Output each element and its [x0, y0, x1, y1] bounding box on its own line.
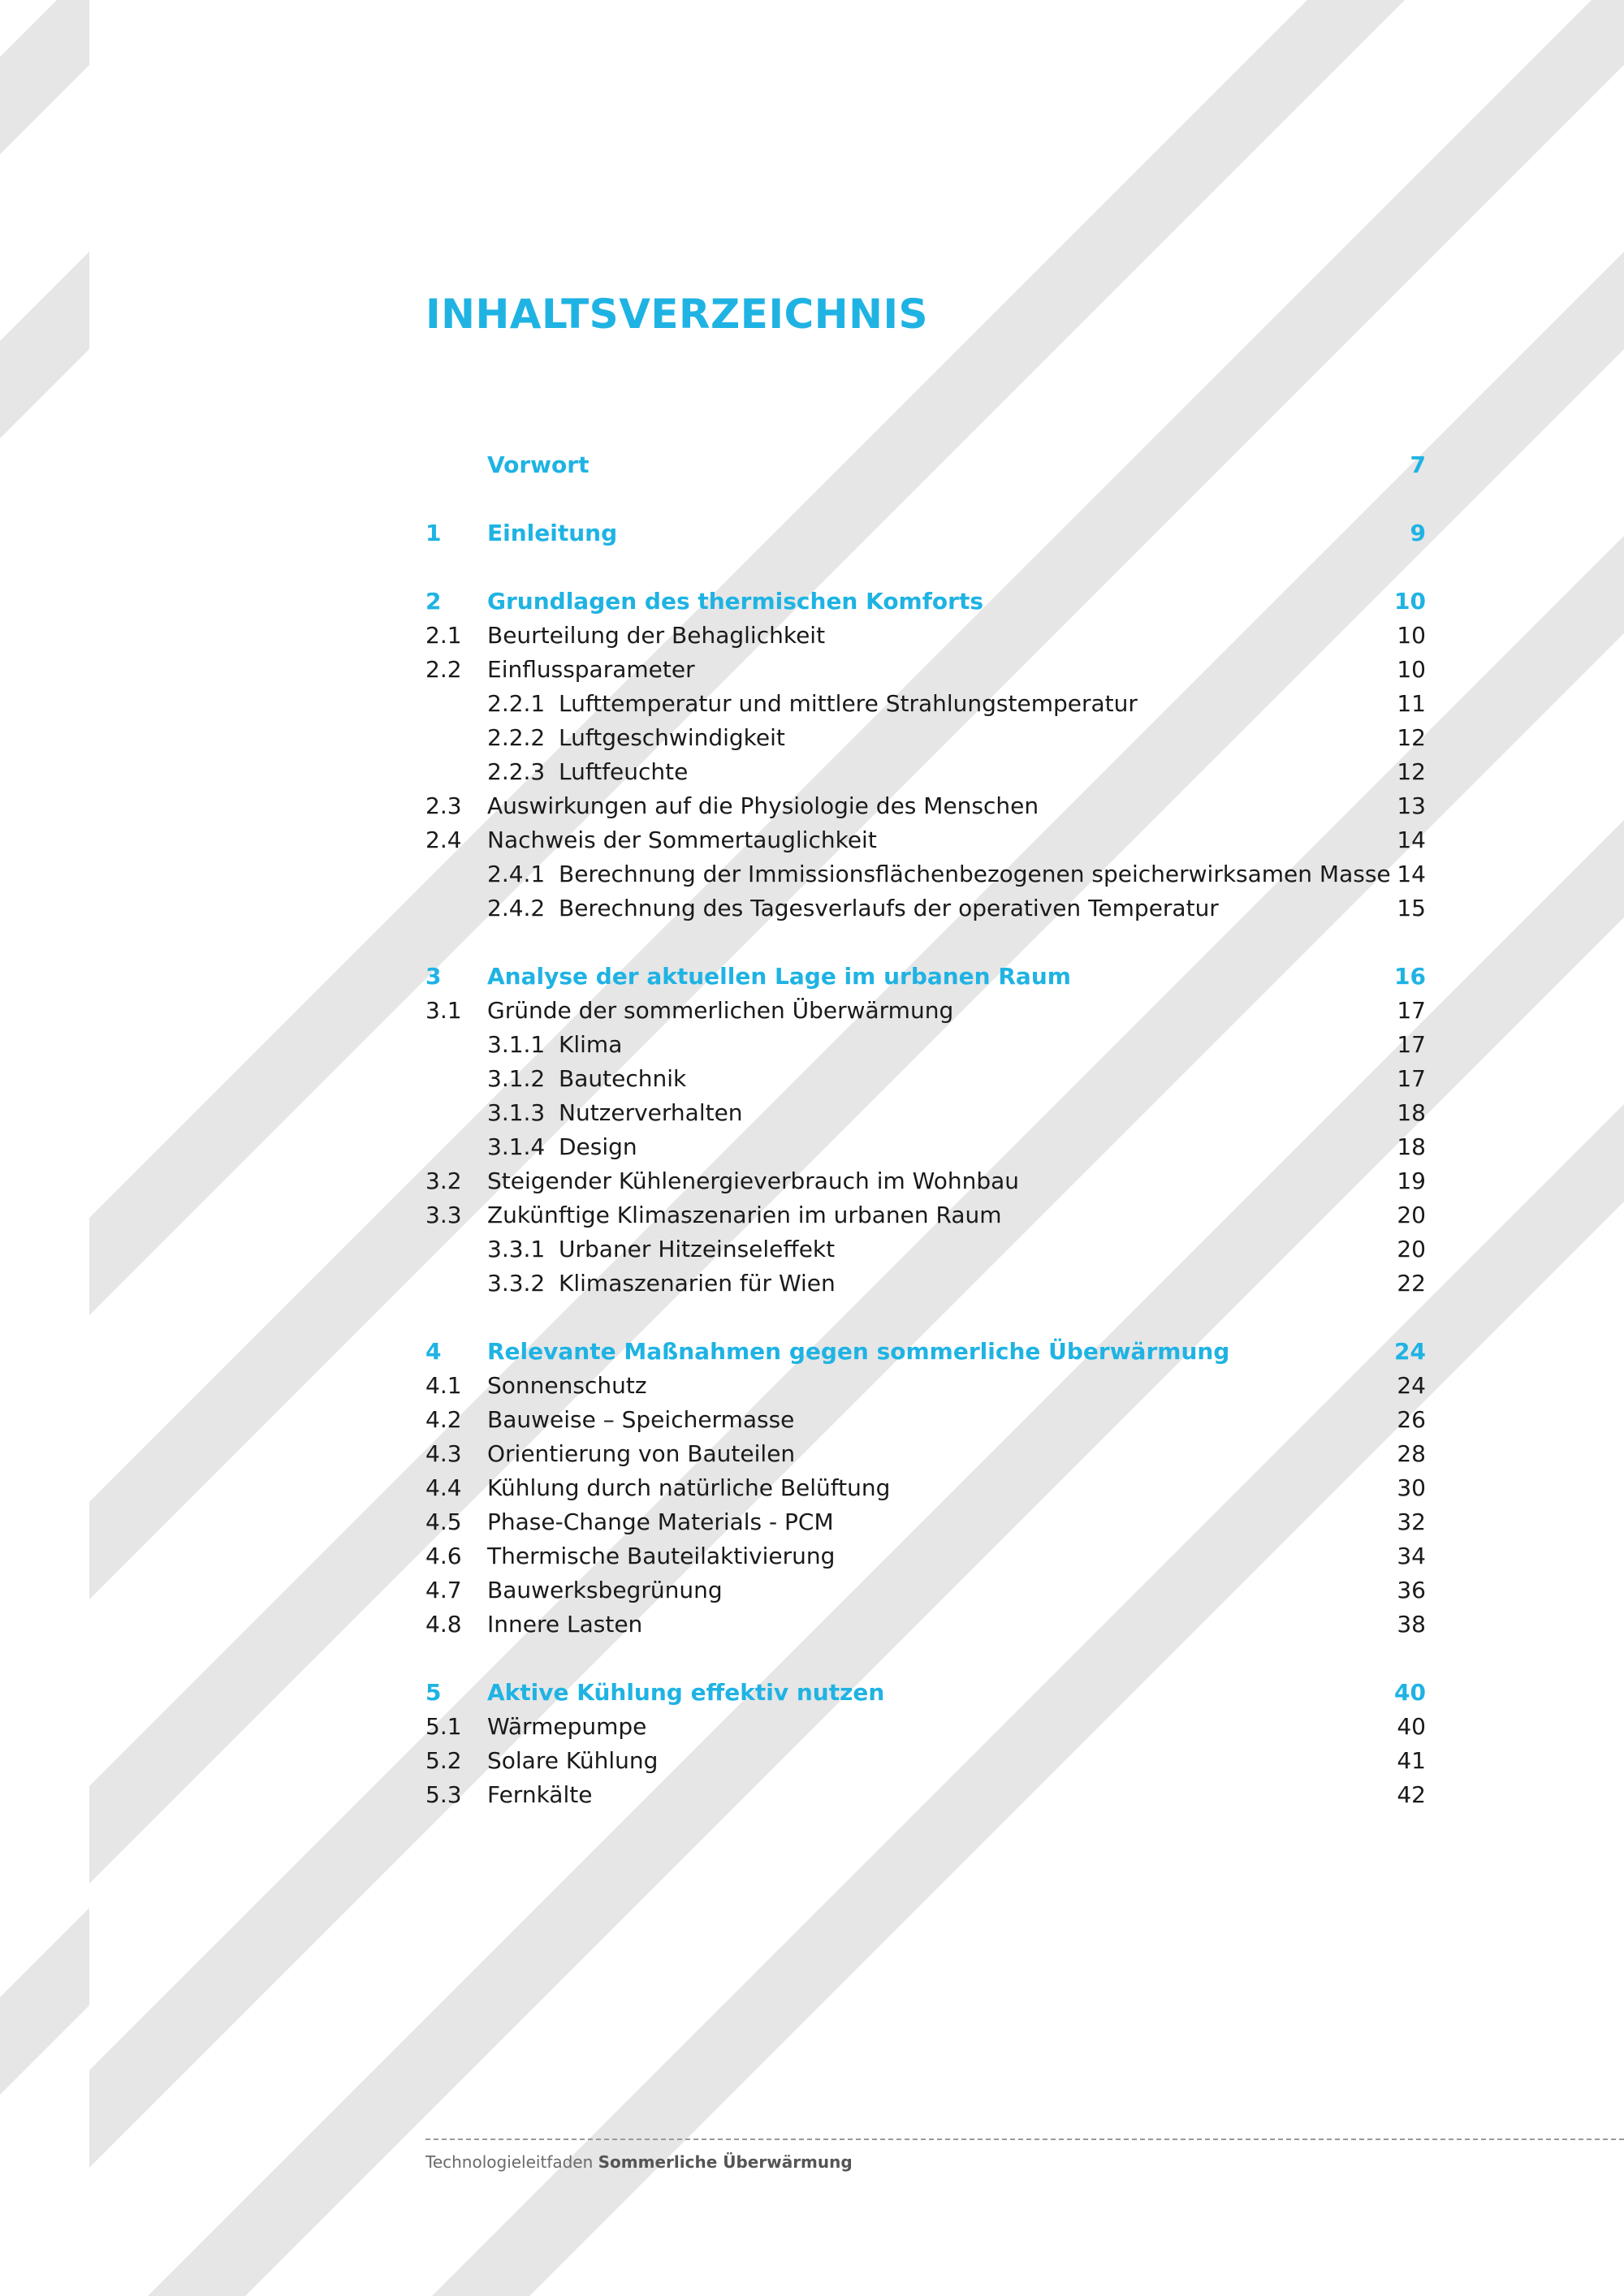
toc-section[interactable]	[425, 1198, 1426, 1232]
toc-chapter[interactable]	[425, 960, 1426, 994]
toc-page: 18	[1397, 1133, 1426, 1160]
toc-page: 17	[1397, 997, 1426, 1024]
toc-number: 2.2.3	[487, 758, 546, 785]
toc-page: 22	[1397, 1270, 1426, 1297]
toc-label: Auswirkungen auf die Physiologie des Menschen	[487, 792, 1039, 819]
toc-label: Vorwort	[487, 451, 590, 478]
toc-section[interactable]	[425, 1403, 1426, 1437]
toc-subsection[interactable]	[425, 687, 1426, 721]
toc-number: 4.8	[425, 1611, 462, 1638]
toc-number: 3.2	[425, 1167, 462, 1194]
toc-page: 24	[1394, 1338, 1426, 1365]
toc-label: Klima	[559, 1031, 623, 1058]
toc-number: 4.7	[425, 1577, 462, 1603]
toc-section[interactable]	[425, 1164, 1426, 1198]
toc-label: Bautechnik	[559, 1065, 687, 1092]
toc-number: 4.4	[425, 1474, 462, 1501]
toc-number: 3.1	[425, 997, 462, 1024]
toc-number: 3.1.4	[487, 1133, 546, 1160]
toc-page: 18	[1397, 1099, 1426, 1126]
toc-page: 17	[1397, 1031, 1426, 1058]
toc-label: Bauweise – Speichermasse	[487, 1406, 795, 1433]
toc-chapter[interactable]	[425, 1676, 1426, 1710]
toc-section[interactable]	[425, 1710, 1426, 1744]
toc-label: Nachweis der Sommertauglichkeit	[487, 826, 877, 853]
toc-page: 15	[1397, 895, 1426, 921]
toc-page: 40	[1394, 1679, 1426, 1706]
left-margin-stripes	[0, 0, 89, 2095]
toc-number: 2	[425, 588, 442, 615]
stripe	[0, 0, 89, 154]
toc-subsection[interactable]	[425, 1096, 1426, 1130]
toc-section[interactable]	[425, 1573, 1426, 1608]
toc-label: Luftgeschwindigkeit	[559, 724, 785, 751]
stripe	[0, 1908, 89, 2095]
toc-page: 12	[1397, 724, 1426, 751]
toc-page: 14	[1397, 826, 1426, 853]
toc-number: 4	[425, 1338, 442, 1365]
toc-subsection[interactable]	[425, 1232, 1426, 1267]
toc-number: 2.2	[425, 656, 462, 683]
toc-number: 2.2.1	[487, 690, 546, 717]
toc-label: Bauwerksbegrünung	[487, 1577, 723, 1603]
toc-number: 4.1	[425, 1372, 462, 1399]
toc-label: Phase-Change Materials - PCM	[487, 1508, 834, 1535]
toc-page: 34	[1397, 1543, 1426, 1569]
toc-label: Berechnung des Tagesverlaufs der operativen Temperatur	[559, 895, 1219, 921]
toc-section[interactable]	[425, 1608, 1426, 1642]
toc-page: 9	[1410, 520, 1426, 546]
toc-section[interactable]	[425, 1369, 1426, 1403]
toc-label: Einflussparameter	[487, 656, 695, 683]
toc-number: 4.5	[425, 1508, 462, 1535]
toc-label: Orientierung von Bauteilen	[487, 1440, 796, 1467]
toc-label: Fernkälte	[487, 1781, 593, 1808]
page-title: INHALTSVERZEICHNIS	[425, 291, 929, 338]
toc-page: 10	[1397, 656, 1426, 683]
toc-label: Aktive Kühlung effektiv nutzen	[487, 1679, 885, 1706]
toc-subsection[interactable]	[425, 1062, 1426, 1096]
toc-label: Wärmepumpe	[487, 1713, 647, 1740]
toc-page: 20	[1397, 1202, 1426, 1228]
toc-number: 3.3.2	[487, 1270, 546, 1297]
toc-number: 5	[425, 1679, 442, 1706]
toc-subsection[interactable]	[425, 755, 1426, 789]
toc-page: 30	[1397, 1474, 1426, 1501]
toc-section[interactable]	[425, 1778, 1426, 1812]
toc-page: 41	[1397, 1747, 1426, 1774]
toc-number: 2.1	[425, 622, 462, 649]
toc-page: 38	[1397, 1611, 1426, 1638]
toc-subsection[interactable]	[425, 721, 1426, 755]
toc-label: Innere Lasten	[487, 1611, 643, 1638]
toc-chapter[interactable]	[425, 516, 1426, 550]
toc-page: 16	[1394, 963, 1426, 990]
toc-section[interactable]	[425, 1539, 1426, 1573]
toc-number: 4.3	[425, 1440, 462, 1467]
footer-title: Sommerliche Überwärmung	[598, 2152, 853, 2172]
toc-label: Solare Kühlung	[487, 1747, 659, 1774]
toc-label: Klimaszenarien für Wien	[559, 1270, 836, 1297]
toc-label: Luftfeuchte	[559, 758, 689, 785]
toc-label: Sonnenschutz	[487, 1372, 647, 1399]
toc-label: Steigender Kühlenergieverbrauch im Wohnbau	[487, 1167, 1019, 1194]
toc-page: 13	[1397, 792, 1426, 819]
toc-label: Relevante Maßnahmen gegen sommerliche Überwärmung	[487, 1338, 1230, 1365]
toc-chapter[interactable]	[425, 585, 1426, 619]
toc-label: Berechnung der Immissionsflächenbezogenen speicherwirksamen Masse	[559, 861, 1391, 887]
toc-number: 4.2	[425, 1406, 462, 1433]
toc-number: 2.2.2	[487, 724, 546, 751]
toc-label: Kühlung durch natürliche Belüftung	[487, 1474, 891, 1501]
toc-subsection[interactable]	[425, 891, 1426, 926]
toc-number: 2.3	[425, 792, 462, 819]
toc-page: 12	[1397, 758, 1426, 785]
toc-page: 28	[1397, 1440, 1426, 1467]
toc-page: 42	[1397, 1781, 1426, 1808]
toc-number: 5.3	[425, 1781, 462, 1808]
toc-page: 11	[1397, 690, 1426, 717]
toc-page: 40	[1397, 1713, 1426, 1740]
toc-label: Beurteilung der Behaglichkeit	[487, 622, 826, 649]
toc-label: Gründe der sommerlichen Überwärmung	[487, 997, 954, 1024]
toc-section[interactable]	[425, 653, 1426, 687]
toc-page: 17	[1397, 1065, 1426, 1092]
toc-page: 24	[1397, 1372, 1426, 1399]
footer-divider	[425, 2138, 1624, 2140]
toc-number: 3.1.2	[487, 1065, 546, 1092]
toc-number: 5.2	[425, 1747, 462, 1774]
toc-label: Zukünftige Klimaszenarien im urbanen Raum	[487, 1202, 1002, 1228]
toc-page: 10	[1394, 588, 1426, 615]
toc-section[interactable]	[425, 1437, 1426, 1471]
toc-number: 3.3.1	[487, 1236, 546, 1262]
toc-number: 3.1.1	[487, 1031, 546, 1058]
toc-number: 3.1.3	[487, 1099, 546, 1126]
toc-number: 2.4.2	[487, 895, 546, 921]
toc-page: 7	[1410, 451, 1426, 478]
toc-subsection[interactable]	[425, 1028, 1426, 1062]
toc-number: 5.1	[425, 1713, 462, 1740]
toc-section[interactable]	[425, 1505, 1426, 1539]
toc-label: Thermische Bauteilaktivierung	[487, 1543, 836, 1569]
footer-prefix: Technologieleitfaden	[425, 2152, 594, 2172]
toc-page: 32	[1397, 1508, 1426, 1535]
toc-label: Grundlagen des thermischen Komforts	[487, 588, 984, 615]
toc-section[interactable]	[425, 994, 1426, 1028]
toc-section[interactable]	[425, 1744, 1426, 1778]
toc-label: Analyse der aktuellen Lage im urbanen Raum	[487, 963, 1071, 990]
toc-number: 2.4	[425, 826, 462, 853]
toc-number: 1	[425, 520, 442, 546]
toc-number: 3.3	[425, 1202, 462, 1228]
toc-number: 3	[425, 963, 442, 990]
toc-chapter[interactable]	[425, 1335, 1426, 1369]
toc-label: Lufttemperatur und mittlere Strahlungstemperatur	[559, 690, 1138, 717]
toc-section[interactable]	[425, 823, 1426, 857]
toc-subsection[interactable]	[425, 1130, 1426, 1164]
toc-page: 19	[1397, 1167, 1426, 1194]
footer	[425, 2152, 853, 2172]
toc-label: Design	[559, 1133, 637, 1160]
toc-label: Einleitung	[487, 520, 618, 546]
toc-page: 20	[1397, 1236, 1426, 1262]
toc-section[interactable]	[425, 1471, 1426, 1505]
toc-page: 14	[1397, 861, 1426, 887]
toc-label: Nutzerverhalten	[559, 1099, 743, 1126]
toc-page: 10	[1397, 622, 1426, 649]
table-of-contents	[425, 448, 1426, 1812]
toc-number: 4.6	[425, 1543, 462, 1569]
toc-section[interactable]	[425, 619, 1426, 653]
toc-number: 2.4.1	[487, 861, 546, 887]
toc-label: Urbaner Hitzeinseleffekt	[559, 1236, 836, 1262]
toc-page: 26	[1397, 1406, 1426, 1433]
stripe	[0, 252, 89, 438]
toc-chapter[interactable]	[425, 448, 1426, 482]
toc-page: 36	[1397, 1577, 1426, 1603]
toc-subsection[interactable]	[425, 1267, 1426, 1301]
toc-subsection[interactable]	[425, 857, 1426, 891]
toc-section[interactable]	[425, 789, 1426, 823]
